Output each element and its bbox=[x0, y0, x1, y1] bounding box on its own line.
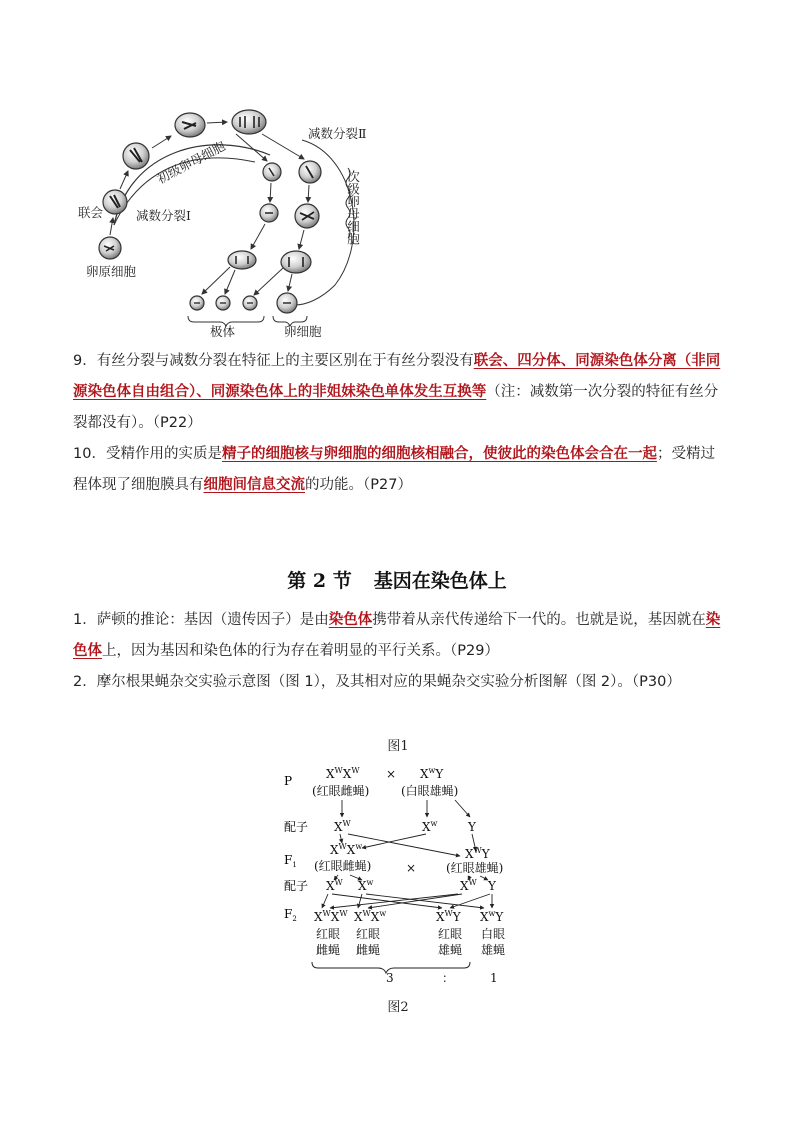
gamete-male-1: $X^w$ bbox=[422, 819, 438, 834]
section-name: 基因在染色体上 bbox=[373, 570, 507, 592]
gamete-f1-male-2: Y bbox=[488, 879, 496, 893]
label-meiosis-1: 减数分裂Ⅰ bbox=[136, 208, 191, 223]
row-label-p: P bbox=[284, 774, 293, 788]
f1-female-genotype: $X^WX^w$ bbox=[330, 842, 363, 857]
gamete-f1-female-1: $X^W$ bbox=[326, 878, 343, 893]
polar-body-2 bbox=[216, 296, 230, 310]
label-oogonium: 卵原细胞 bbox=[86, 264, 137, 279]
cell-dividing-small bbox=[228, 251, 256, 269]
f2-phenotype-3-line1: 红眼 bbox=[438, 927, 463, 941]
section-number: 第 2 节 bbox=[287, 570, 352, 592]
cell-primary-2 bbox=[175, 113, 205, 137]
polar-body-1 bbox=[190, 296, 204, 310]
label-meiosis-2: 减数分裂Ⅱ bbox=[308, 126, 367, 141]
f2-phenotype-2-line2: 雌蝇 bbox=[356, 943, 381, 957]
row-label-gamete-1: 配子 bbox=[284, 820, 309, 834]
cross-figure bbox=[270, 730, 530, 1020]
label-polar-body: 极体 bbox=[210, 324, 236, 339]
cell-primary-3 bbox=[232, 110, 266, 134]
f1-cross-sign: × bbox=[406, 861, 417, 875]
f2-phenotype-1-line2: 雌蝇 bbox=[316, 943, 341, 957]
cell-secondary-large-2 bbox=[295, 204, 319, 228]
f1-male-genotype: $X^WY$ bbox=[465, 846, 490, 861]
p-male-genotype: $X^wY$ bbox=[420, 766, 444, 781]
gamete-f1-female-2: $X^w$ bbox=[358, 878, 374, 893]
cell-dividing-large bbox=[281, 251, 311, 273]
label-synapsis: 联会 bbox=[78, 205, 104, 220]
f1-male-phenotype: (红眼雄蝇) bbox=[446, 861, 504, 875]
section-title bbox=[0, 566, 794, 593]
item-10: 10．受精作用的实质是精子的细胞核与卵细胞的细胞核相融合，使彼此的染色体会合在一起；受精过程体现了细胞膜具有细胞间信息交流的功能。（P27） bbox=[73, 446, 715, 493]
f2-phenotype-4-line2: 雄蝇 bbox=[481, 943, 506, 957]
gamete-male-2: Y bbox=[468, 820, 476, 834]
ratio-sep: ： bbox=[442, 971, 455, 985]
cell-secondary-small bbox=[263, 163, 281, 181]
label-primary-oocyte: 初级卵母细胞 bbox=[154, 138, 228, 187]
f2-phenotype-3-line2: 雄蝇 bbox=[438, 943, 463, 957]
meiosis-figure bbox=[70, 100, 400, 340]
gamete-f1-male-1: $X^W$ bbox=[460, 878, 477, 893]
section-item-1: 1．萨顿的推论：基因（遗传因子）是由染色体携带着从亲代传递给下一代的。也就是说，基因就在染色体上，因为基因和染色体的行为存在着明显的平行关系。（P29） bbox=[73, 612, 721, 659]
f2-genotype-2: $X^WX^w$ bbox=[354, 909, 387, 924]
row-label-f1: $F_1$ bbox=[284, 853, 297, 869]
f2-phenotype-4-line1: 白眼 bbox=[481, 927, 506, 941]
egg-cell bbox=[277, 293, 297, 313]
item-9: 9．有丝分裂与减数分裂在特征上的主要区别在于有丝分裂没有联会、四分体、同源染色体分离（非同源染色体自由组合）、同源染色体上的非姐妹染色单体发生互换等（注：减数第一次分裂的特征有丝分裂都没有）。（P22） bbox=[73, 353, 721, 431]
caption-figure-1: 图1 bbox=[387, 739, 409, 754]
label-egg-cell: 卵细胞 bbox=[284, 324, 322, 339]
caption-figure-2: 图2 bbox=[387, 1000, 409, 1015]
polar-body-3 bbox=[243, 296, 257, 310]
p-cross-sign: × bbox=[386, 767, 397, 781]
cell-primary-1 bbox=[123, 143, 149, 169]
f2-phenotype-2-line1: 红眼 bbox=[356, 927, 381, 941]
cell-synapsis bbox=[103, 190, 127, 214]
cell-secondary-large bbox=[299, 161, 321, 183]
label-secondary-oocyte: 次级卵母细胞 bbox=[345, 170, 361, 245]
cell-secondary-small-2 bbox=[260, 204, 278, 222]
f2-phenotype-1-line1: 红眼 bbox=[316, 927, 341, 941]
ratio-left: 3 bbox=[386, 971, 394, 985]
row-label-f2: $F_2$ bbox=[284, 907, 297, 923]
section-item-2: 2．摩尔根果蝇杂交实验示意图（图 1），及其相对应的果蝇杂交实验分析图解（图 2）。（P30） bbox=[73, 674, 681, 690]
p-male-phenotype: (白眼雄蝇) bbox=[401, 784, 459, 798]
cell-oogonium bbox=[99, 237, 121, 259]
f2-genotype-3: $X^WY$ bbox=[436, 909, 461, 924]
f1-female-phenotype: (红眼雌蝇) bbox=[314, 859, 372, 873]
ratio-right: 1 bbox=[490, 971, 498, 985]
gamete-female-1: $X^W$ bbox=[334, 819, 351, 834]
f2-genotype-1: $X^WX^W$ bbox=[314, 909, 348, 924]
p-female-genotype: $X^WX^W$ bbox=[326, 766, 360, 781]
p-female-phenotype: (红眼雌蝇) bbox=[312, 784, 370, 798]
f2-genotype-4: $X^wY$ bbox=[480, 909, 504, 924]
row-label-gamete-2: 配子 bbox=[284, 879, 309, 893]
